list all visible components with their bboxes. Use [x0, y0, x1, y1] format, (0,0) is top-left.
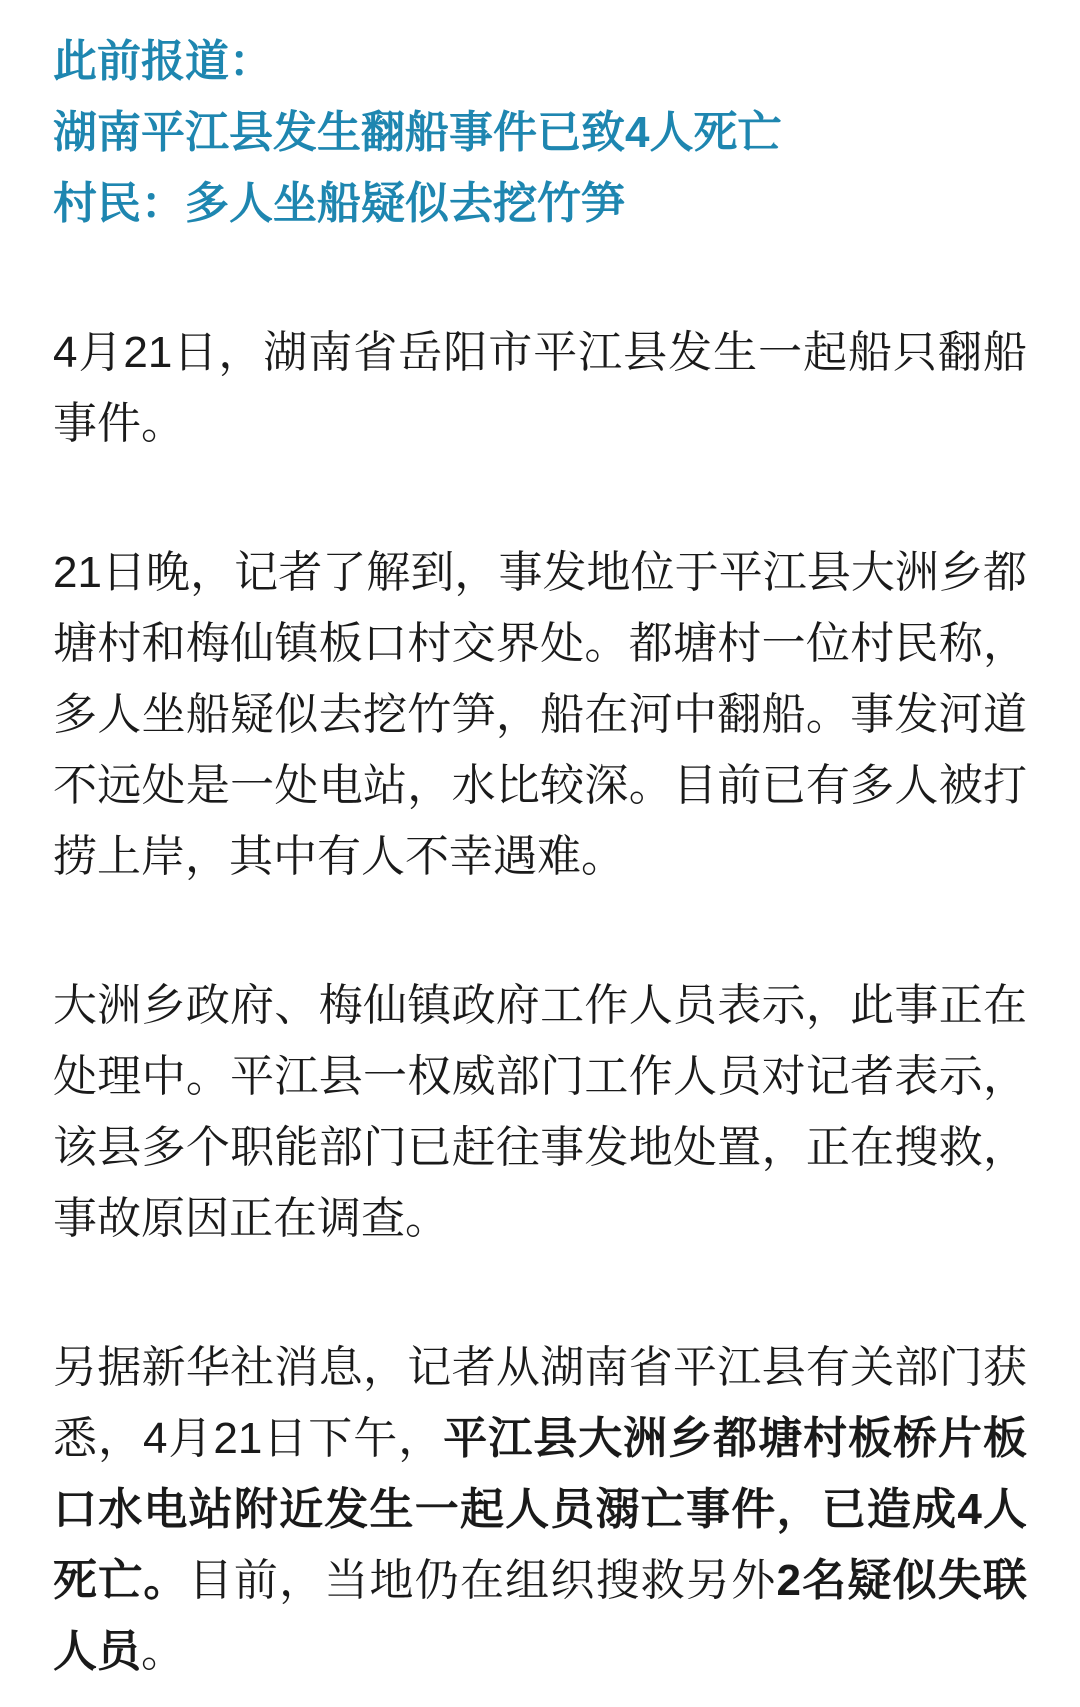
paragraph-4-bold-missing-text: 2名疑似失联人员	[53, 1556, 1027, 1676]
headline-title: 湖南平江县发生翻船事件已致4人死亡	[53, 108, 782, 157]
paragraph-4	[53, 1332, 1027, 1687]
headline-subtitle: 村民：多人坐船疑似去挖竹笋	[53, 179, 625, 228]
headline-preface: 此前报道：	[53, 37, 273, 86]
paragraph-4-lead-text: 另据新华社消息，记者从湖南省平江县有关部门获悉，4月21日下午，	[53, 1343, 1027, 1463]
paragraph-4-end-punctuation: 。	[141, 1627, 185, 1676]
paragraph-2: 21日晚，记者了解到，事发地位于平江县大洲乡都塘村和梅仙镇板口村交界处。都塘村一位村民称，多人坐船疑似去挖竹笋，船在河中翻船。事发河道不远处是一处电站，水比较深。目前已有多人被打捞上岸，其中有人不幸遇难。	[53, 548, 1027, 881]
article-headline	[53, 26, 1027, 239]
paragraph-1: 4月21日，湖南省岳阳市平江县发生一起船只翻船事件。	[53, 328, 1027, 448]
paragraph-3: 大洲乡政府、梅仙镇政府工作人员表示，此事正在处理中。平江县一权威部门工作人员对记者表示，该县多个职能部门已赶往事发地处置，正在搜救，事故原因正在调查。	[53, 981, 1027, 1243]
paragraph-4-bold-accident-text: 平江县大洲乡都塘村板桥片板口水电站附近发生一起人员溺亡事件，已造成4人死亡。	[53, 1414, 1027, 1605]
news-article	[53, 26, 1027, 1687]
paragraph-4-middle-text: 目前，当地仍在组织搜救另外	[188, 1556, 777, 1605]
